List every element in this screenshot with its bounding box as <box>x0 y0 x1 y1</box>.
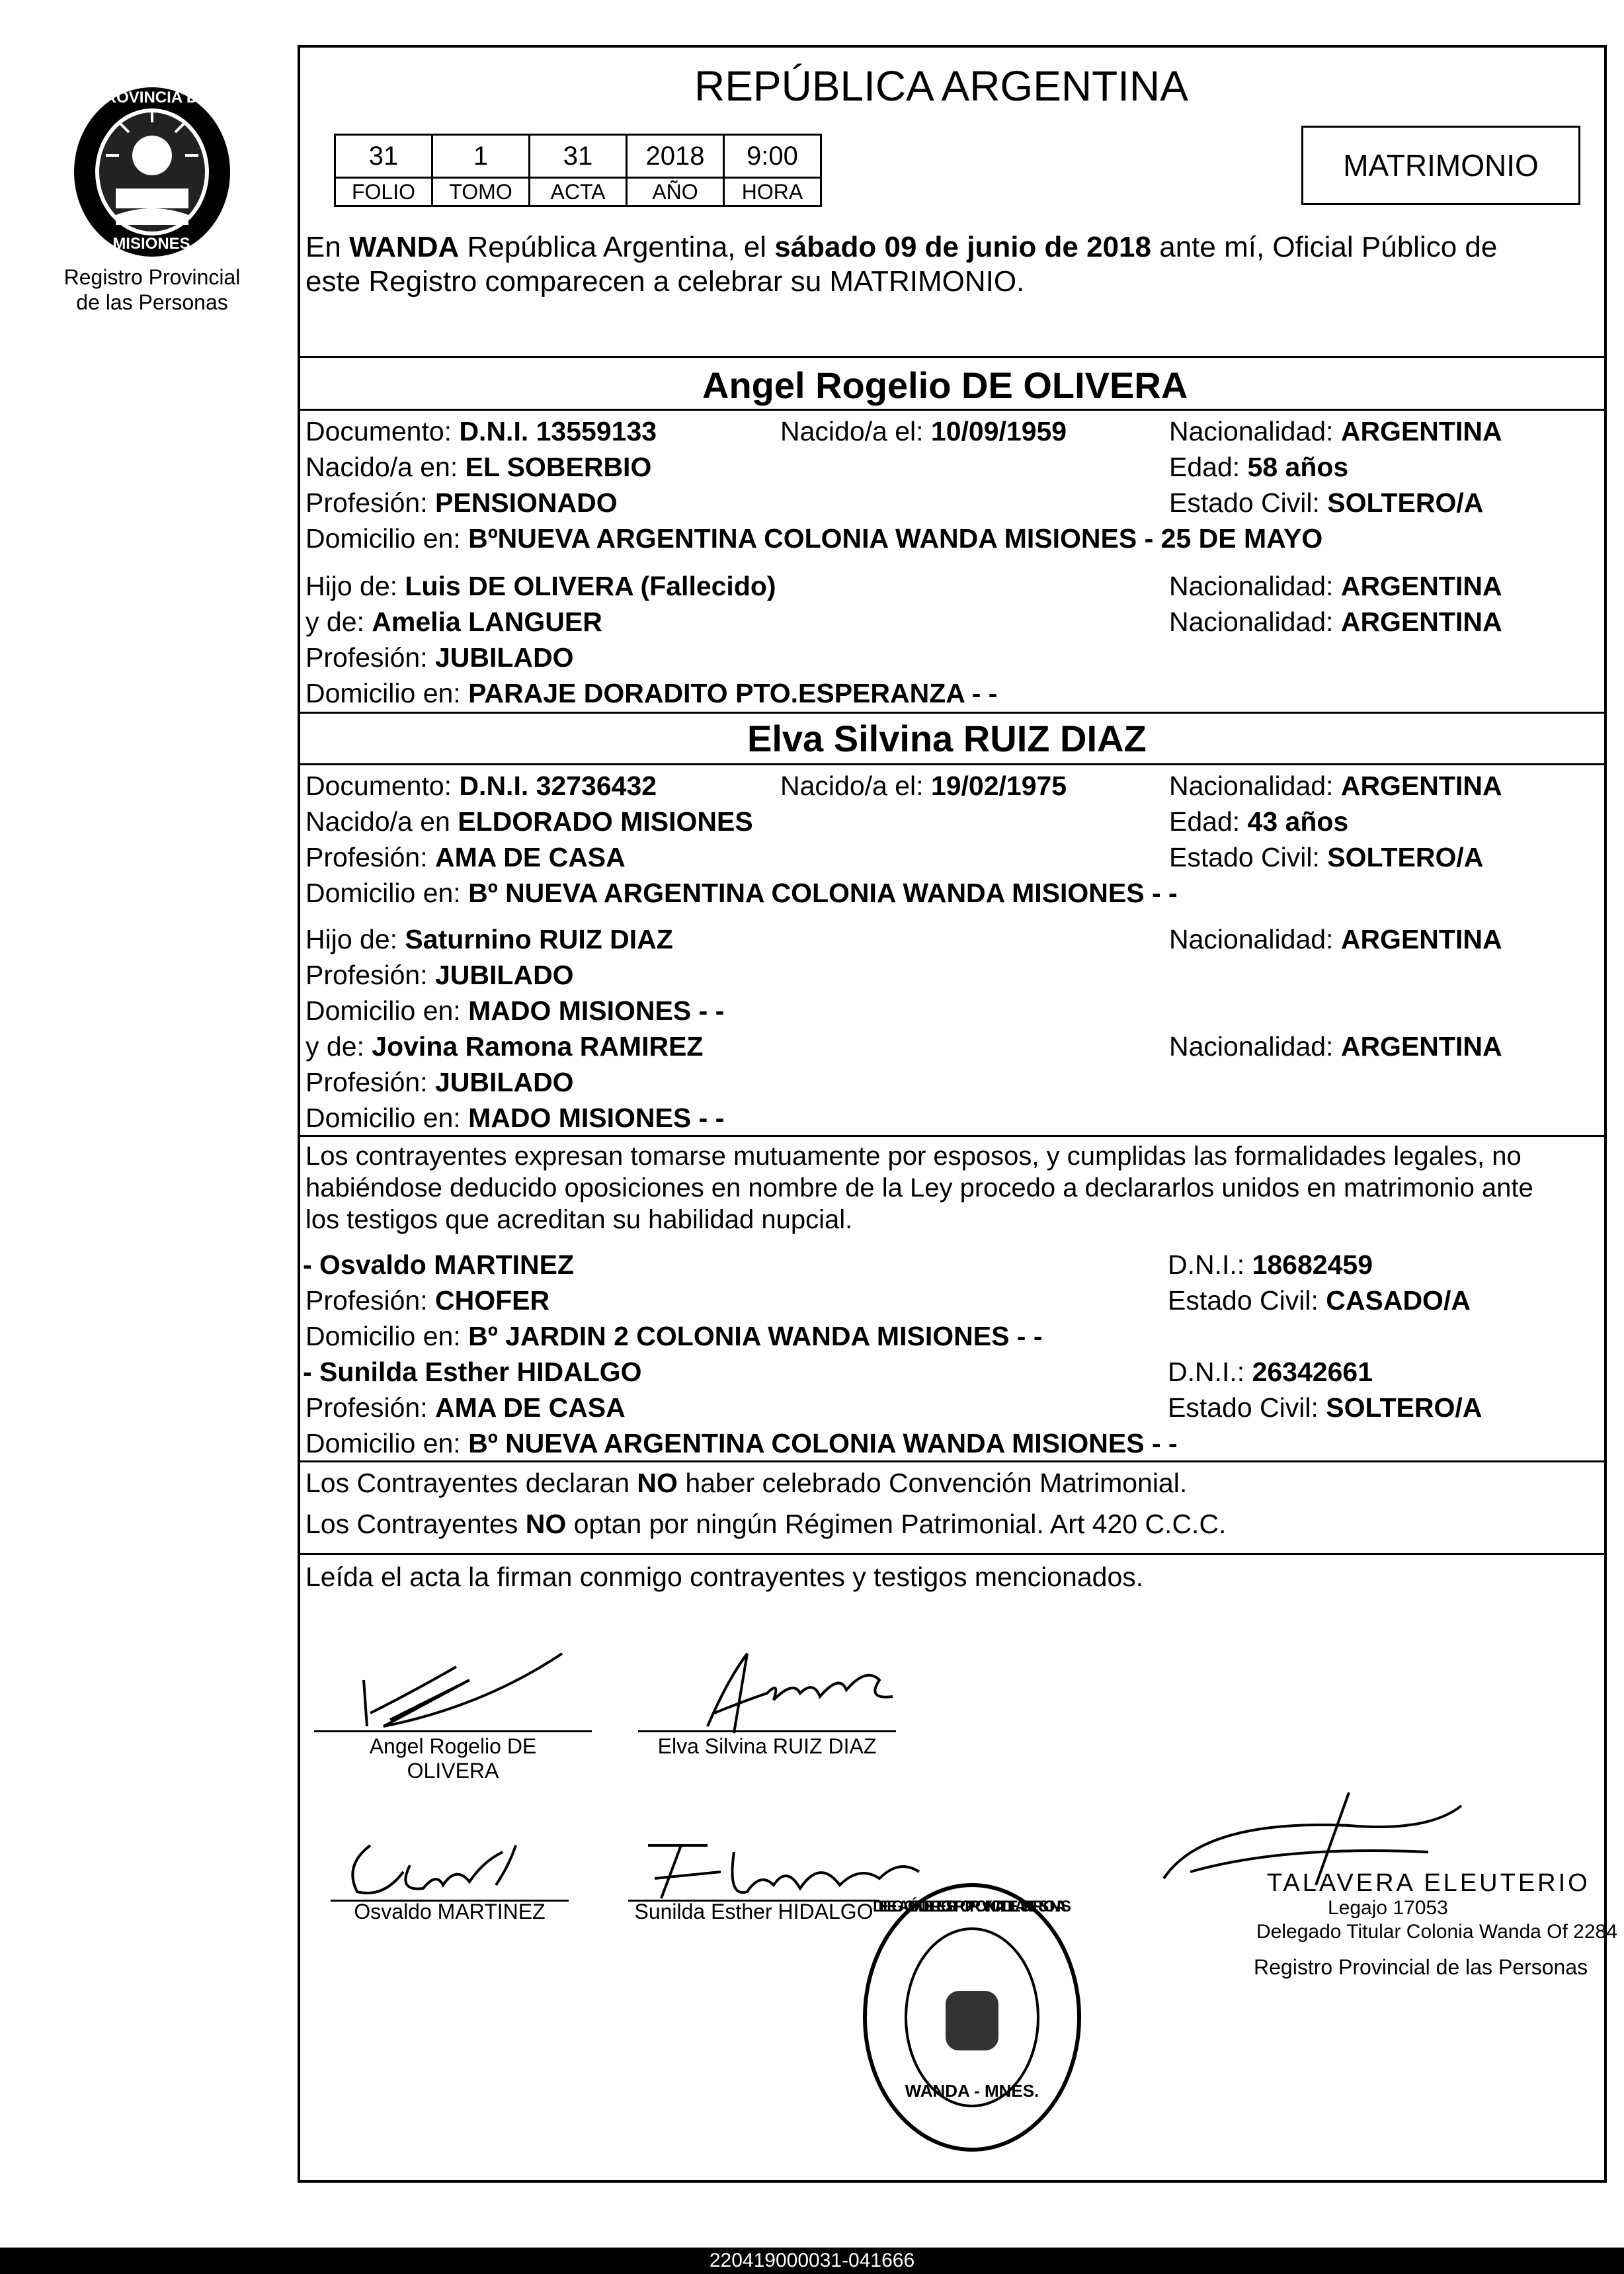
spouse1-age: Edad: 58 años <box>1169 452 1349 482</box>
spouse1-father: Hijo de: Luis DE OLIVERA (Fallecido) <box>305 571 776 601</box>
hora-value: 9:00 <box>724 135 821 178</box>
signature-caption-spouse1: Angel Rogelio DE OLIVERA <box>369 1734 537 1783</box>
spouse1-profession: Profesión: PENSIONADO <box>305 487 618 518</box>
declaration-line-1: Los contrayentes expresan tomarse mutuamente por esposos, y cumplidas las formalidades legales, no <box>305 1142 1522 1171</box>
spouse1-father-nationality: Nacionalidad: ARGENTINA <box>1169 571 1502 601</box>
closing-statement: Leída el acta la firman conmigo contrayentes y testigos mencionados. <box>305 1562 1144 1592</box>
regime-statement: Los Contrayentes NO optan por ningún Régimen Patrimonial. Art 420 C.C.C. <box>305 1509 1227 1539</box>
spouse1-parents-profession: Profesión: JUBILADO <box>305 642 574 673</box>
divider <box>298 1553 1607 1555</box>
spouse2-name: Elva Silvina RUIZ DIAZ <box>747 718 1147 759</box>
spouse2-mother-profession: Profesión: JUBILADO <box>305 1067 574 1097</box>
spouse2-mother: y de: Jovina Ramona RAMIREZ <box>305 1031 704 1062</box>
spouse2-address: Domicilio en: Bº NUEVA ARGENTINA COLONIA WANDA MISIONES - - <box>305 878 1178 908</box>
signature-spouse1 <box>350 1640 569 1733</box>
hora-label: HORA <box>724 178 821 206</box>
witness2-civil-status: Estado Civil: SOLTERO/A <box>1168 1392 1482 1423</box>
official-office: Registro Provincial de las Personas <box>1254 1955 1588 1979</box>
spouse1-civil-status: Estado Civil: SOLTERO/A <box>1169 487 1484 518</box>
spouse2-document: Documento: D.N.I. 32736432 <box>305 771 657 801</box>
signature-caption-spouse2: Elva Silvina RUIZ DIAZ <box>657 1734 877 1758</box>
witness1-dni: D.N.I.: 18682459 <box>1168 1249 1373 1280</box>
declaration-line-3: los testigos que acreditan su habilidad nupcial. <box>305 1205 853 1234</box>
convention-statement: Los Contrayentes declaran NO haber celebrado Convención Matrimonial. <box>305 1468 1188 1498</box>
seal-caption: Registro Provincial de las Personas <box>63 265 241 315</box>
intro-line-1: En WANDA República Argentina, el sábado 09 de junio de 2018 ante mí, Oficial Público de <box>305 231 1498 263</box>
spouse1-document: Documento: D.N.I. 13559133 <box>305 416 657 446</box>
signature-caption-witness2: Sunilda Esther HIDALGO <box>634 1900 873 1923</box>
witness1-profession: Profesión: CHOFER <box>305 1285 550 1316</box>
witness2-dni: D.N.I.: 26342661 <box>1168 1357 1373 1387</box>
office-stamp <box>860 1878 1084 2156</box>
stamp-center-text: WANDA - MNES. <box>905 2081 1039 2101</box>
ano-value: 2018 <box>627 135 724 178</box>
spouse2-father-nationality: Nacionalidad: ARGENTINA <box>1169 924 1502 954</box>
spouse2-father-profession: Profesión: JUBILADO <box>305 960 574 990</box>
acta-value: 31 <box>530 135 627 178</box>
spouse2-mother-address: Domicilio en: MADO MISIONES - - <box>305 1103 725 1133</box>
tomo-value: 1 <box>432 135 530 178</box>
spouse2-birth-place: Nacido/a en ELDORADO MISIONES <box>305 806 753 837</box>
spouse1-name: Angel Rogelio DE OLIVERA <box>702 364 1188 406</box>
divider <box>298 763 1607 765</box>
official-role: Delegado Titular Colonia Wanda Of 2284 <box>1256 1921 1617 1943</box>
registry-table <box>334 134 822 207</box>
divider <box>298 712 1607 714</box>
stamp-ring-text: DELEGACIÓN DEL REGISTRO PROVINCIAL DE LAS PERSONAS <box>872 1898 1072 1916</box>
folio-label: FOLIO <box>335 178 432 206</box>
acta-label: ACTA <box>530 178 627 206</box>
spouse2-mother-nationality: Nacionalidad: ARGENTINA <box>1169 1031 1502 1062</box>
ano-label: AÑO <box>627 178 724 206</box>
spouse2-father-address: Domicilio en: MADO MISIONES - - <box>305 995 725 1026</box>
folio-value: 31 <box>335 135 432 178</box>
official-name: TALAVERA ELEUTERIO <box>1267 1869 1590 1897</box>
signature-witness1 <box>331 1826 542 1905</box>
act-type-box: MATRIMONIO <box>1301 126 1580 205</box>
spouse1-nationality: Nacionalidad: ARGENTINA <box>1169 416 1502 446</box>
witness1-civil-status: Estado Civil: CASADO/A <box>1168 1285 1471 1316</box>
spouse1-birth-date: Nacido/a el: 10/09/1959 <box>780 416 1067 446</box>
divider <box>298 356 1607 358</box>
divider <box>298 1460 1607 1462</box>
declaration-line-2: habiéndose deducido oposiciones en nombre de la Ley procedo a declararlos unidos en matrimonio ante <box>305 1173 1533 1202</box>
witness2-profession: Profesión: AMA DE CASA <box>305 1392 626 1423</box>
divider <box>298 1135 1607 1137</box>
spouse1-mother: y de: Amelia LANGUER <box>305 607 602 637</box>
divider <box>298 409 1607 411</box>
signature-line <box>638 1730 896 1732</box>
spouse2-civil-status: Estado Civil: SOLTERO/A <box>1169 842 1484 872</box>
witness1-address: Domicilio en: Bº JARDIN 2 COLONIA WANDA MISIONES - - <box>305 1321 1043 1351</box>
spouse1-mother-nationality: Nacionalidad: ARGENTINA <box>1169 607 1502 637</box>
spouse1-address: Domicilio en: BºNUEVA ARGENTINA COLONIA WANDA MISIONES - 25 DE MAYO <box>305 523 1323 554</box>
tomo-label: TOMO <box>432 178 530 206</box>
witness2-address: Domicilio en: Bº NUEVA ARGENTINA COLONIA WANDA MISIONES - - <box>305 1428 1178 1458</box>
spouse2-profession: Profesión: AMA DE CASA <box>305 842 626 872</box>
signature-line <box>314 1730 592 1732</box>
signature-caption-witness1: Osvaldo MARTINEZ <box>354 1900 546 1923</box>
witness2-name: - Sunilda Esther HIDALGO <box>303 1357 642 1387</box>
document-code: 220419000031-041666 <box>0 2248 1624 2274</box>
spouse2-birth-date: Nacido/a el: 19/02/1975 <box>780 771 1067 801</box>
intro-line-2: este Registro comparecen a celebrar su MATRIMONIO. <box>305 265 1025 298</box>
spouse2-nationality: Nacionalidad: ARGENTINA <box>1169 771 1502 801</box>
official-legajo: Legajo 17053 <box>1328 1897 1448 1919</box>
seal-ring-top: PROVINCIA DE <box>94 89 209 106</box>
spouse1-parents-address: Domicilio en: PARAJE DORADITO PTO.ESPERANZA - - <box>305 678 998 708</box>
spouse2-age: Edad: 43 años <box>1169 806 1349 837</box>
spouse2-father: Hijo de: Saturnino RUIZ DIAZ <box>305 924 673 954</box>
page-title: REPÚBLICA ARGENTINA <box>694 62 1188 110</box>
seal-ring-bottom: MISIONES <box>112 235 190 253</box>
witness1-name: - Osvaldo MARTINEZ <box>303 1249 575 1280</box>
spouse1-birth-place: Nacido/a en: EL SOBERBIO <box>305 452 652 482</box>
